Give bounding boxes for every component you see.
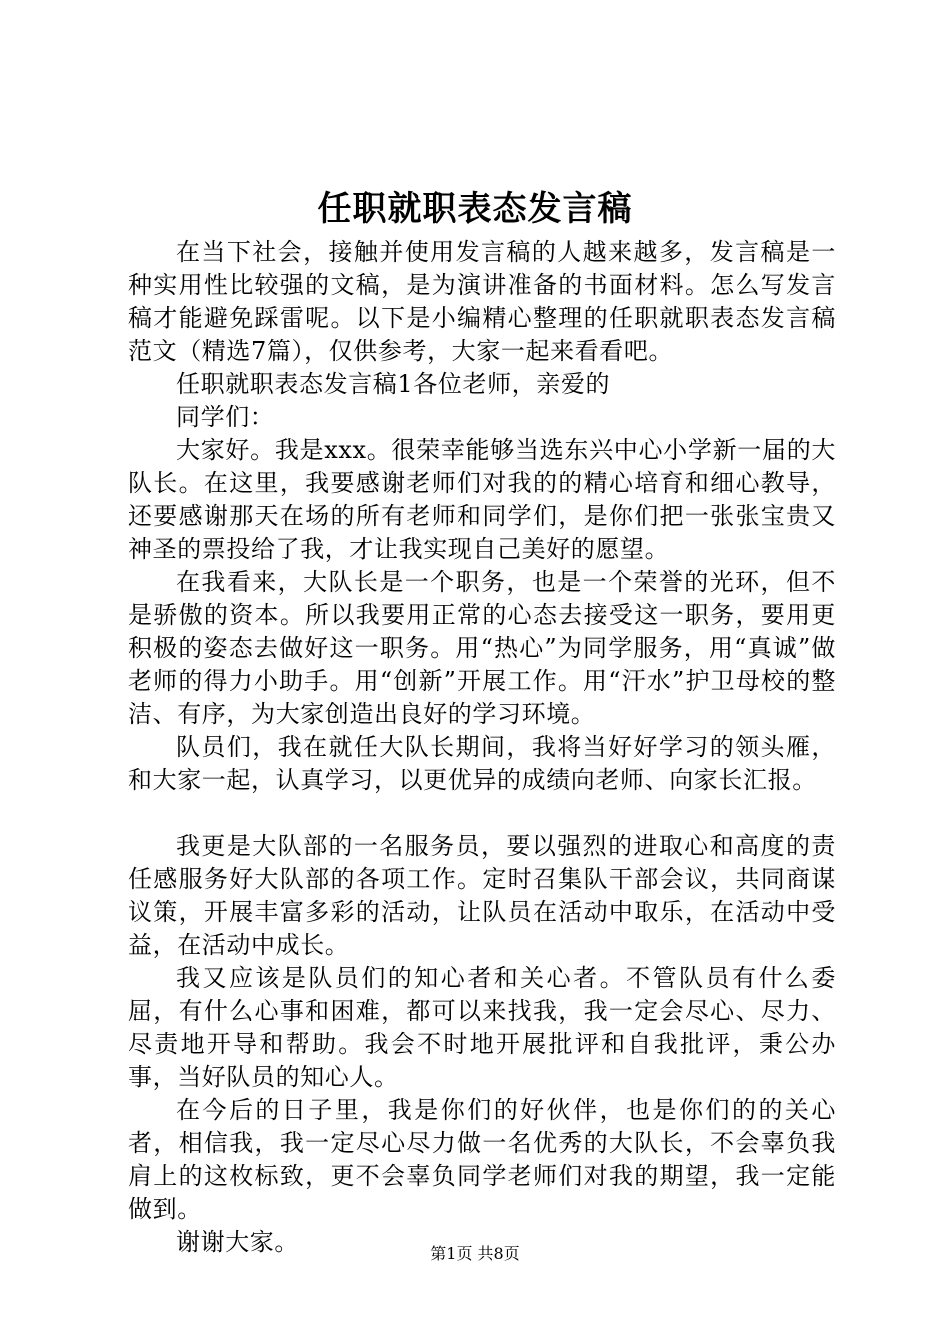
document-title: 任职就职表态发言稿 [317, 189, 633, 229]
paragraph-study: 队员们，我在就任大队长期间，我将当好好学习的领头雁，和大家一起，认真学习，以更优异的成绩向老师、向家长汇报。 [128, 733, 836, 794]
paragraph-greeting: 大家好。我是xxx。很荣幸能够当选东兴中心小学新一届的大队长。在这里，我要感谢老师们对我的的精心培育和细心教导，还要感谢那天在场的所有老师和同学们，是你们把一张张宝贵又神圣的票投给了我，才让我实现自己美好的愿望。 [128, 436, 836, 563]
document-body [128, 236, 836, 1259]
paragraph-speech-heading: 任职就职表态发言稿1各位老师，亲爱的 [176, 370, 611, 398]
page-footer: 第1页 共8页 [430, 1244, 520, 1263]
paragraph-view: 在我看来，大队长是一个职务，也是一个荣誉的光环，但不是骄傲的资本。所以我要用正常的心态去接受这一职务，要用更积极的姿态去做好这一职务。用“热心”为同学服务，用“真诚”做老师的得力小助手。用“创新”开展工作。用“汗水”护卫母校的整洁、有序，为大家创造出良好的学习环境。 [128, 568, 836, 728]
paragraph-salutation: 同学们： [176, 403, 275, 431]
paragraph-thanks: 谢谢大家。 [176, 1228, 299, 1256]
paragraph-intro: 在当下社会，接触并使用发言稿的人越来越多，发言稿是一种实用性比较强的文稿，是为演讲准备的书面材料。怎么写发言稿才能避免踩雷呢。以下是小编精心整理的任职就职表态发言稿范文（精选7篇），仅供参考，大家一起来看看吧。 [128, 238, 836, 365]
paragraph-future: 在今后的日子里，我是你们的好伙伴，也是你们的的关心者，相信我，我一定尽心尽力做一名优秀的大队长，不会辜负我肩上的这枚标致，更不会辜负同学老师们对我的期望，我一定能做到。 [128, 1096, 836, 1223]
paragraph-care: 我又应该是队员们的知心者和关心者。不管队员有什么委屈，有什么心事和困难，都可以来找我，我一定会尽心、尽力、尽责地开导和帮助。我会不时地开展批评和自我批评，秉公办事，当好队员的知心人。 [128, 964, 836, 1091]
paragraph-service: 我更是大队部的一名服务员，要以强烈的进取心和高度的责任感服务好大队部的各项工作。定时召集队干部会议，共同商谋议策，开展丰富多彩的活动，让队员在活动中取乐，在活动中受益，在活动中成长。 [128, 832, 836, 959]
